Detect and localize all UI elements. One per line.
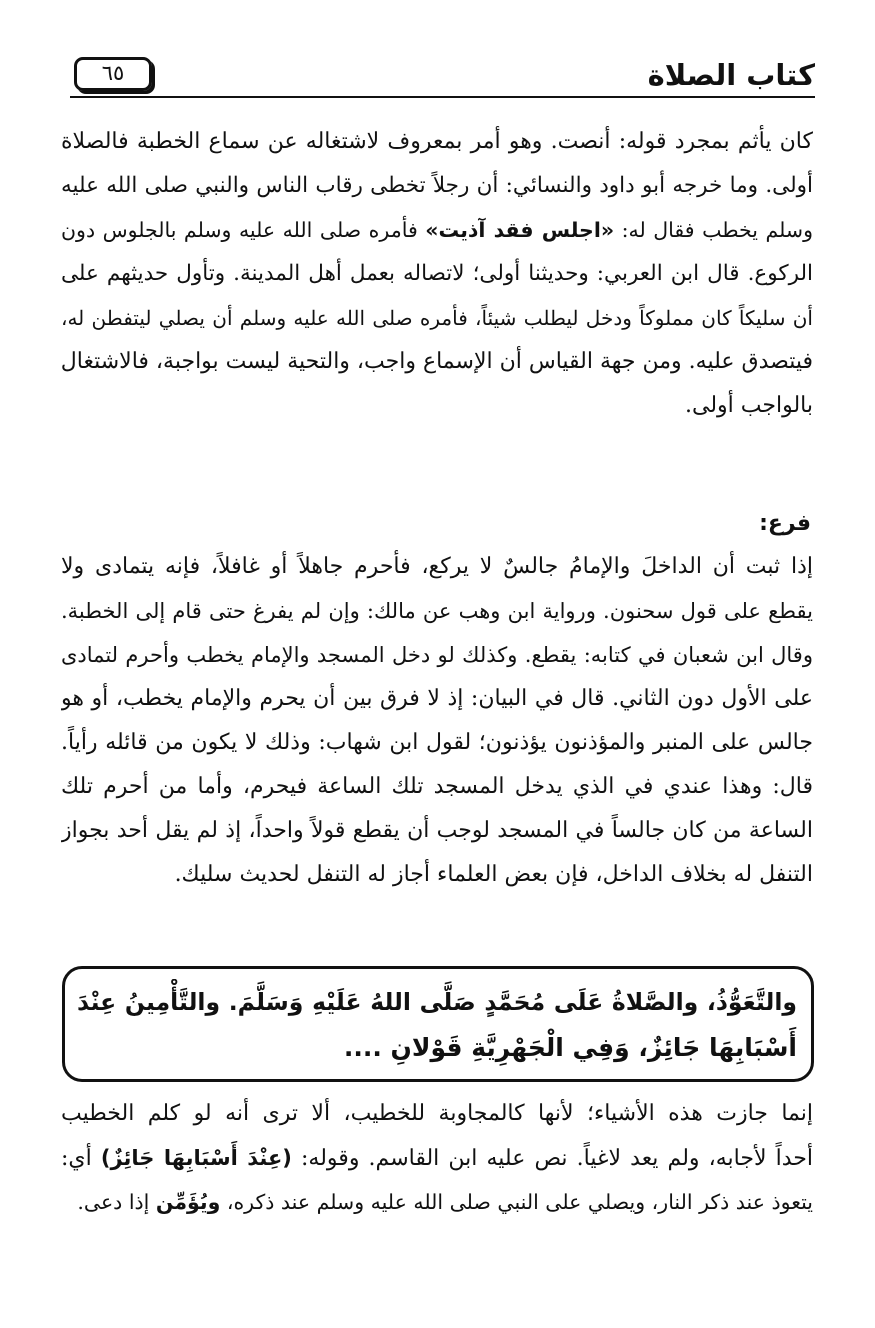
text-line: أولى. وما خرجه أبو داود والنسائي: أن رجلاً تخطى رقاب الناس والنبي صلى الله عليه bbox=[61, 173, 813, 198]
matn-line: والتَّعَوُّذُ، والصَّلاةُ عَلَى مُحَمَّدٍ صَلَّى اللهُ عَلَيْهِ وَسَلَّمَ. والتَّأْمِينُ عِنْدَ bbox=[77, 988, 797, 1016]
text-run: يتعوذ عند ذكر النار، ويصلي على النبي صلى الله عليه وسلم عند ذكره، bbox=[220, 1190, 813, 1214]
text-run: إذا دعى. bbox=[77, 1190, 156, 1214]
matn-box bbox=[62, 966, 814, 1082]
text-line: بالواجب أولى. bbox=[685, 393, 813, 418]
text-line: كان يأثم بمجرد قوله: أنصت. وهو أمر بمعروف لاشتغاله عن سماع الخطبة فالصلاة bbox=[61, 129, 813, 154]
text-line: يقطع على قول سحنون. ورواية ابن وهب عن مالك: وإن لم يفرغ حتى قام إلى الخطبة. bbox=[61, 599, 813, 623]
text-line: وقال ابن شعبان في كتابه: يقطع. وكذلك لو دخل المسجد والإمام يخطب وأحرم لتمادى bbox=[61, 643, 813, 667]
text-run: وسلم يخطب فقال له: bbox=[614, 218, 813, 242]
hadith-quote: «اجلس فقد آذيت» bbox=[425, 218, 615, 242]
header-rule bbox=[70, 96, 815, 98]
matn-line: أَسْبَابِهَا جَائِزٌ، وَفِي الْجَهْرِيَّةِ قَوْلانِ .... bbox=[343, 1033, 797, 1062]
text-line: الساعة من كان جالساً في المسجد لوجب أن يقطع قولاً واحداً، إذ لم يقل أحد بجواز bbox=[61, 818, 813, 843]
page-number: ٦٥ bbox=[74, 57, 152, 91]
text-line: جالس على المنبر والمؤذنون يؤذنون؛ لقول ابن شهاب: وذلك لا يكون من قائله رأياً. bbox=[61, 730, 813, 755]
text-line: فيتصدق عليه. ومن جهة القياس أن الإسماع واجب، والتحية ليست بواجبة، فالاشتغال bbox=[61, 349, 813, 374]
text-run: فأمره صلى الله عليه وسلم بالجلوس دون bbox=[61, 218, 426, 242]
section-subheading: فرع: bbox=[759, 511, 811, 536]
chapter-title: كتاب الصلاة bbox=[647, 58, 815, 92]
text-line bbox=[61, 208, 813, 252]
page-header bbox=[70, 50, 815, 104]
text-line: أن سليكاً كان مملوكاً ودخل ليطلب شيئاً، فأمره صلى الله عليه وسلم أن يصلي ليتفطن له، bbox=[61, 306, 813, 330]
text-line bbox=[61, 1180, 813, 1224]
text-line: على الأول دون الثاني. قال في البيان: إذ لا فرق بين أن يحرم والإمام يخطب، أو هو bbox=[61, 686, 813, 711]
text-run: أي: bbox=[61, 1146, 101, 1171]
matn-quote: (عِنْدَ أَسْبَابِهَا جَائِزٌ) bbox=[100, 1146, 292, 1170]
text-line: إذا ثبت أن الداخلَ والإمامُ جالسٌ لا يركع، فأحرم جاهلاً أو غافلاً، فإنه يتمادى ولا bbox=[61, 554, 813, 579]
text-line: الركوع. قال ابن العربي: وحديثنا أولى؛ لاتصاله بعمل أهل المدينة. وتأول حديثهم على bbox=[61, 261, 813, 286]
matn-quote: ويُؤَمِّن bbox=[155, 1190, 221, 1214]
text-line: التنفل له بخلاف الداخل، فإن بعض العلماء أجاز له التنفل لحديث سليك. bbox=[174, 862, 813, 887]
text-line: إنما جازت هذه الأشياء؛ لأنها كالمجاوبة للخطيب، ألا ترى أنه لو كلم الخطيب bbox=[61, 1101, 813, 1126]
text-line bbox=[61, 1136, 813, 1180]
text-run: أحداً لأجابه، ولم يعد لاغياً. نص عليه ابن القاسم. وقوله: bbox=[291, 1146, 813, 1171]
text-line: قال: وهذا عندي في الذي يدخل المسجد تلك الساعة فيحرم، وأما من أحرم تلك bbox=[61, 774, 813, 799]
